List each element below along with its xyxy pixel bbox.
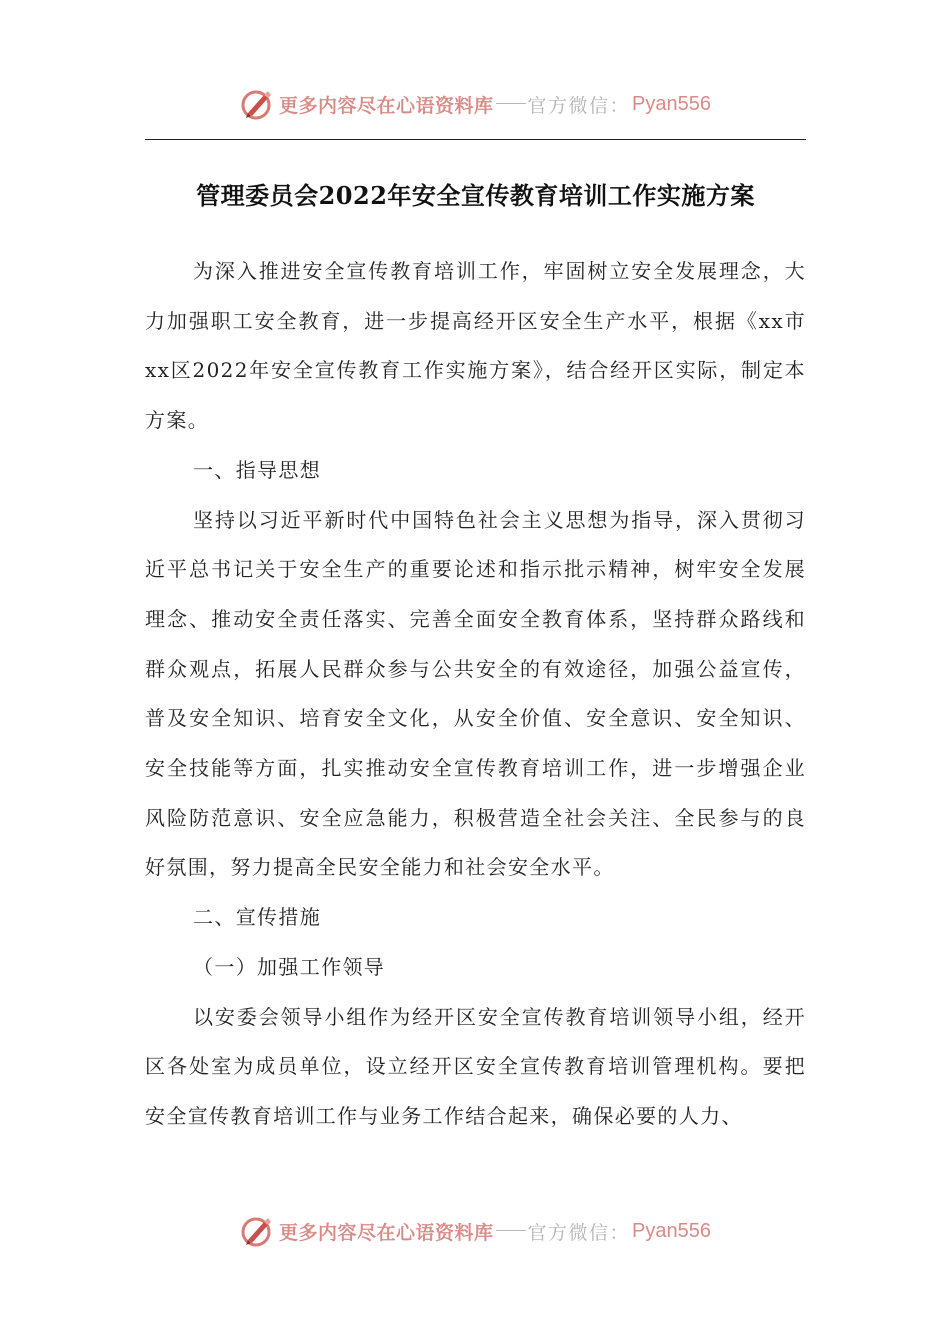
document-body: [145, 247, 806, 1142]
pen-logo-icon: [239, 1213, 275, 1249]
paragraph-intro: 为深入推进安全宣传教育培训工作，牢固树立安全发展理念，大力加强职工安全教育，进一步提高经开区安全生产水平，根据《xx市xx区2022年安全宣传教育工作实施方案》，结合经开区实际，制定本方案。: [145, 259, 806, 433]
watermark-dash: [496, 1230, 526, 1231]
pen-logo-icon: [239, 86, 275, 122]
watermark-brand: 更多内容尽在心语资料库: [279, 94, 494, 117]
watermark-dash: [496, 103, 526, 104]
paragraph-guiding-thought: 坚持以习近平新时代中国特色社会主义思想为指导，深入贯彻习近平总书记关于安全生产的重要论述和指示批示精神，树牢安全发展理念、推动安全责任落实、完善全面安全教育体系，坚持群众路线和群众观点，拓展人民群众参与公共安全的有效途径，加强公益宣传，普及安全知识、培育安全文化，从安全价值、安全意识、安全知识、安全技能等方面，扎实推动安全宣传教育培训工作，进一步增强企业风险防范意识、安全应急能力，积极营造全社会关注、全民参与的良好氛围，努力提高全民安全能力和社会安全水平。: [145, 507, 806, 880]
subsection-heading: （一）加强工作领导: [193, 954, 386, 979]
header-rule: [145, 139, 806, 140]
paragraph-leadership: 以安委会领导小组作为经开区安全宣传教育培训领导小组，经开区各处室为成员单位，设立经开区安全宣传教育培训管理机构。要把安全宣传教育培训工作与业务工作结合起来，确保必要的人力、: [145, 1004, 806, 1128]
section-heading: 二、宣传措施: [193, 905, 322, 930]
watermark-wechat-id: Pyan556: [632, 92, 711, 115]
watermark-wechat-id: Pyan556: [632, 1219, 711, 1242]
header-watermark: [0, 82, 950, 126]
document-title: 管理委员会2022年安全宣传教育培训工作实施方案: [196, 181, 755, 210]
watermark-official-label: 官方微信：: [527, 1221, 631, 1244]
watermark-brand: 更多内容尽在心语资料库: [279, 1221, 494, 1244]
footer-watermark: [0, 1209, 950, 1253]
section-heading: 一、指导思想: [193, 457, 322, 482]
watermark-official-label: 官方微信：: [527, 94, 631, 117]
